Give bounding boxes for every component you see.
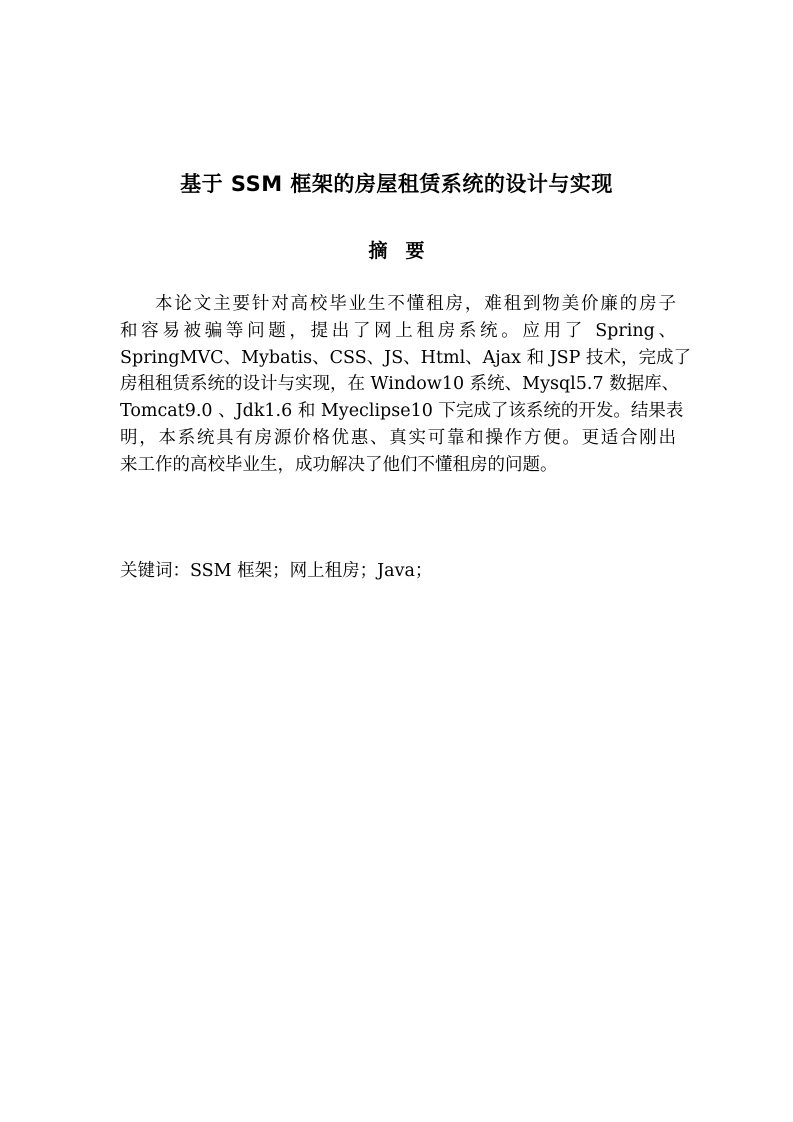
keywords-line — [120, 558, 432, 584]
abstract-line-4: 房租租赁系统的设计与实现，在 Window10 系统、Mysql5.7 数据库、 — [120, 374, 680, 395]
keywords-label: 关键词： — [120, 561, 190, 581]
keywords-value: SSM 框架；网上租房；Java； — [190, 561, 433, 581]
abstract-line-6: 明，本系统具有房源价格优惠、真实可靠和操作方便。更适合刚出 — [120, 427, 676, 448]
abstract-line-1: 本论文主要针对高校毕业生不懂租房，难租到物美价廉的房子 — [155, 294, 676, 314]
paper-title: 基于 SSM 框架的房屋租赁系统的设计与实现 — [180, 172, 613, 196]
abstract-line-7: 来工作的高校毕业生，成功解决了他们不懂租房的问题。 — [120, 454, 558, 475]
abstract-line-5: Tomcat9.0 、Jdk1.6 和 Myeclipse10 下完成了该系统的开发。结果表 — [120, 401, 684, 422]
abstract-heading: 摘要 — [368, 240, 443, 262]
abstract-line-3: SpringMVC、Mybatis、CSS、JS、Html、Ajax 和 JSP 技术，完成了 — [120, 347, 692, 368]
abstract-line-2: 和容易被骗等问题，提出了网上租房系统。应用了 Spring、 — [120, 320, 676, 341]
abstract-body — [120, 291, 692, 479]
